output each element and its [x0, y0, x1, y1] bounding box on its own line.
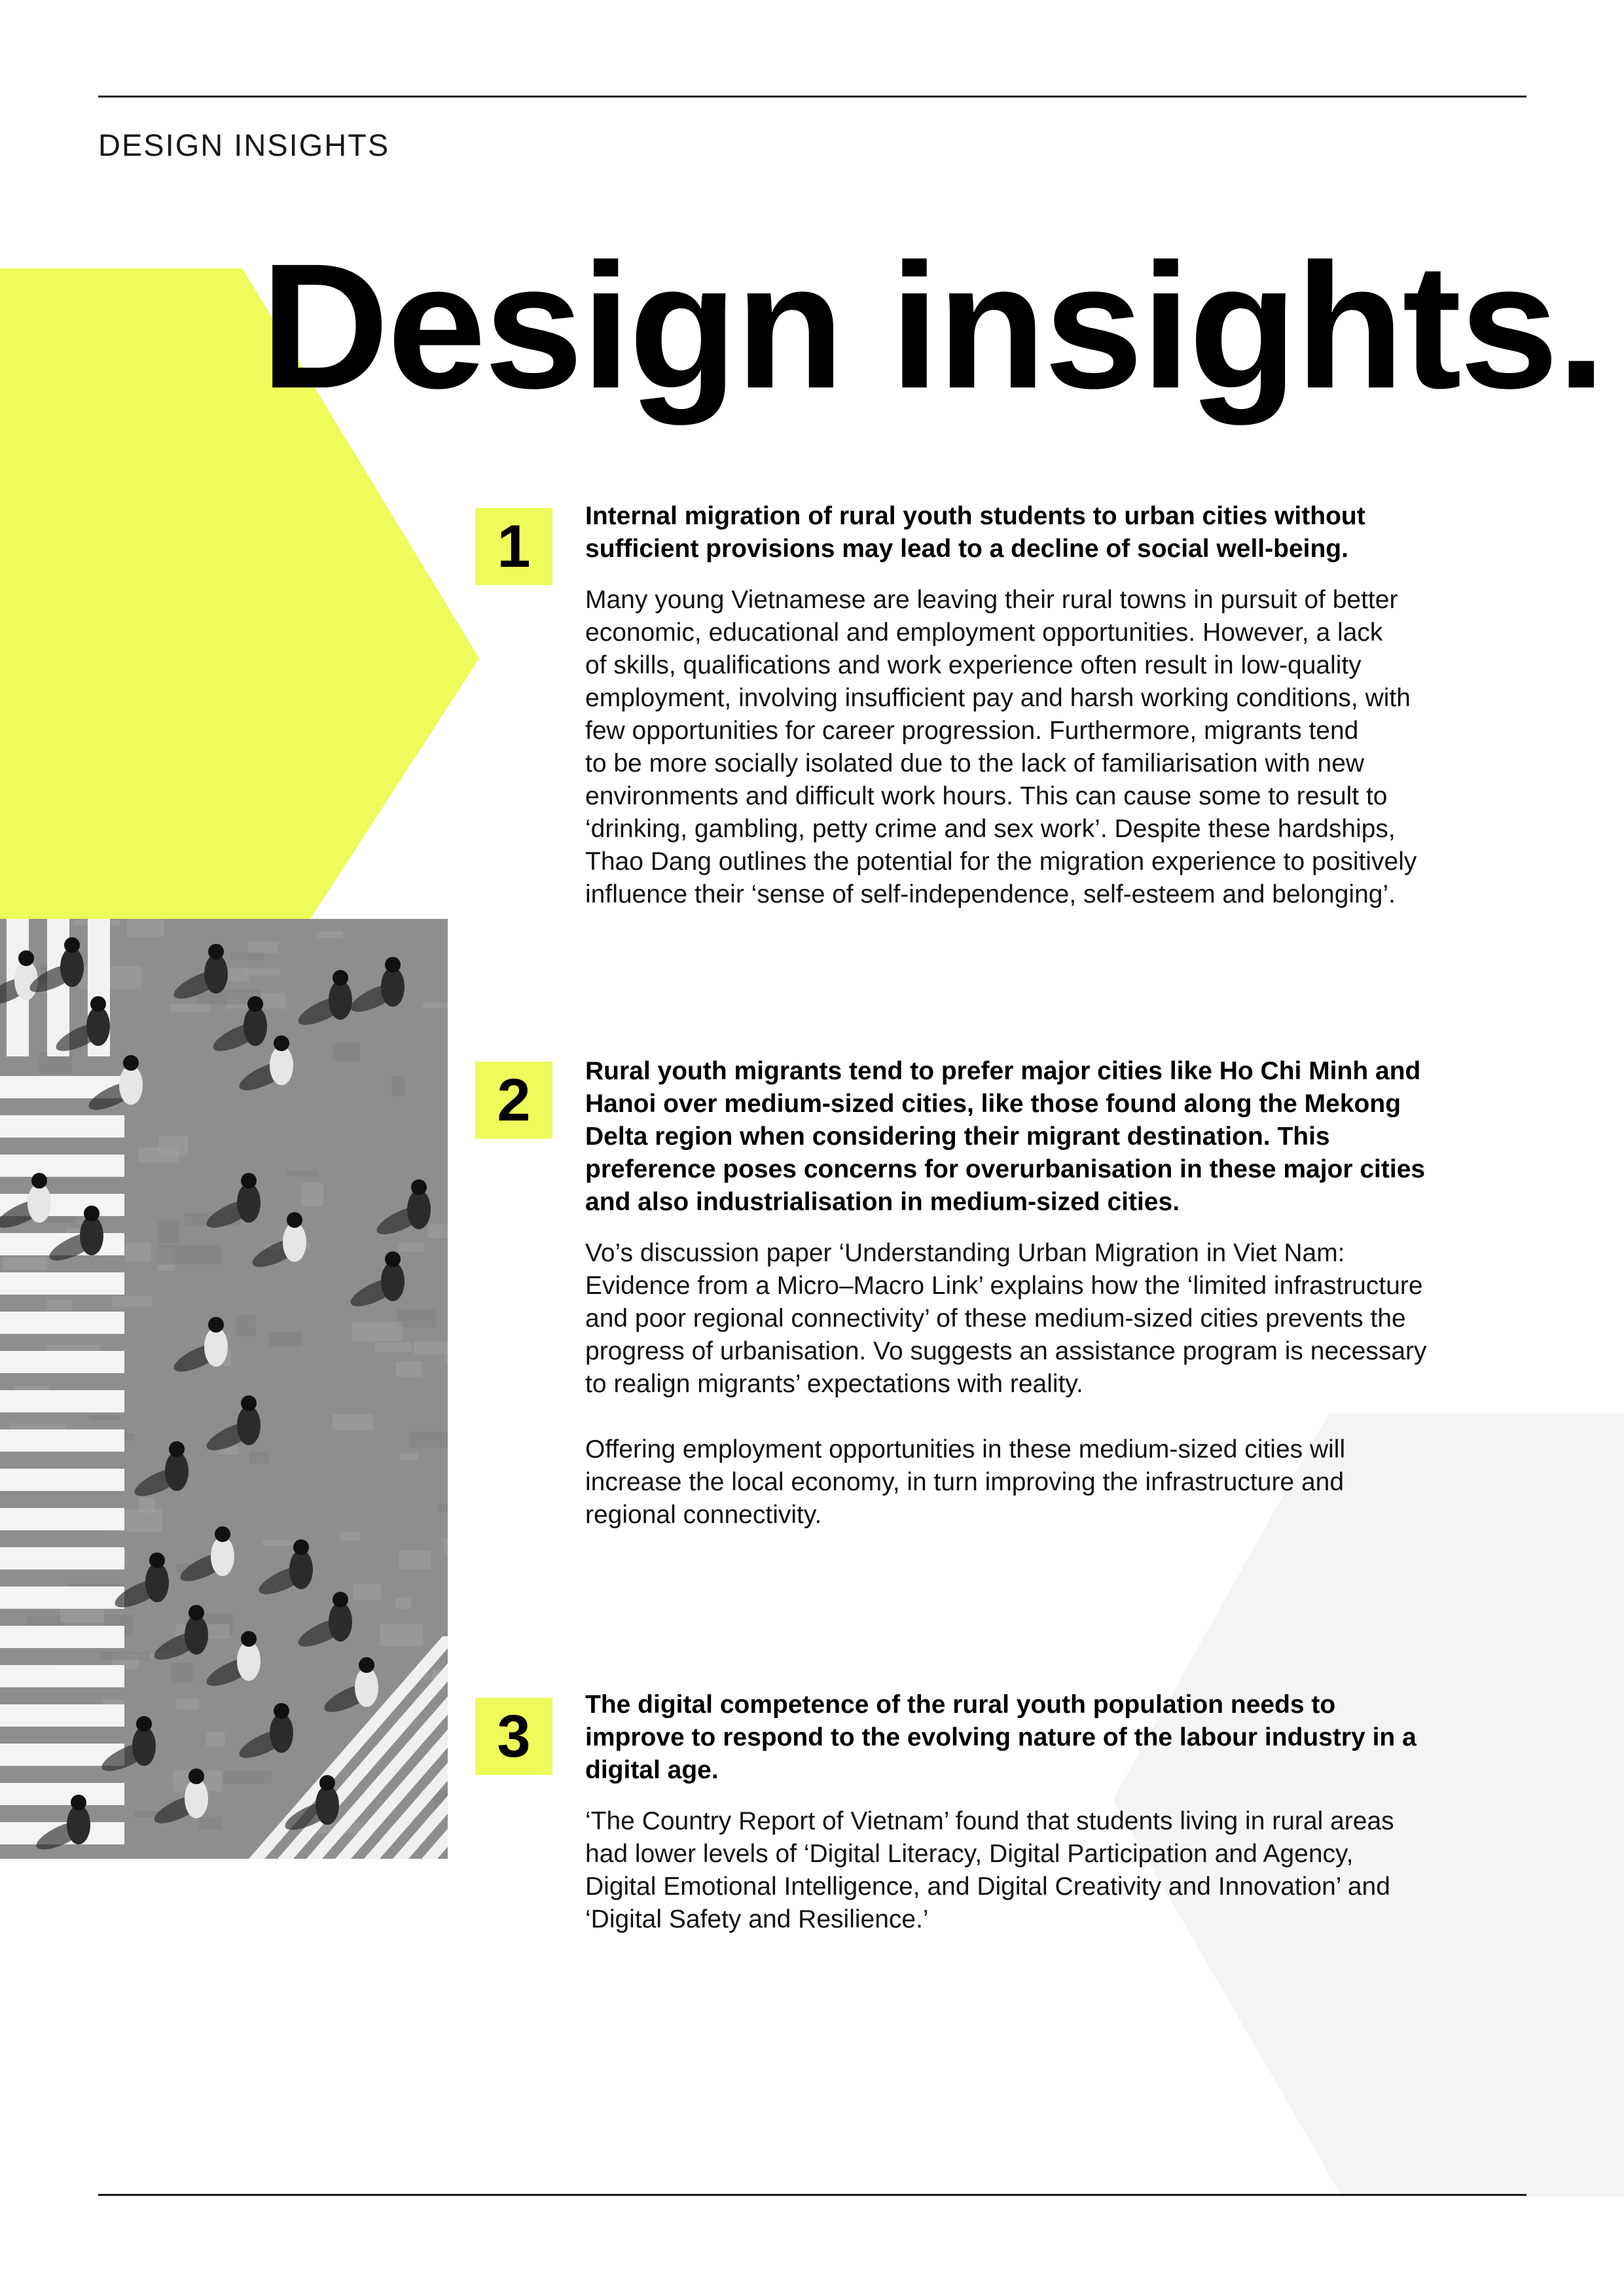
- crosswalk-crowd-photo: [0, 919, 448, 1859]
- pedestrian-body: [270, 1713, 293, 1753]
- pavement-texture: [3, 1257, 47, 1270]
- pavement-texture: [397, 1310, 436, 1327]
- insight-1: [585, 500, 1528, 911]
- pedestrian-head: [274, 1703, 289, 1719]
- pedestrian-head: [149, 1552, 165, 1568]
- pedestrian-head: [274, 1035, 289, 1051]
- pedestrian-head: [189, 1605, 204, 1621]
- pavement-texture: [269, 1332, 302, 1346]
- pedestrian-head: [287, 1212, 302, 1228]
- pedestrian-body: [132, 1727, 156, 1766]
- pavement-texture: [427, 1225, 448, 1238]
- insight-number-badge: 2: [475, 1062, 552, 1139]
- pavement-texture: [125, 1243, 151, 1261]
- pavement-texture: [443, 1538, 448, 1555]
- pavement-texture: [438, 1504, 448, 1513]
- pavement-texture: [127, 919, 164, 937]
- pedestrian-body: [316, 1785, 339, 1825]
- pavement-texture: [333, 1043, 360, 1062]
- pavement-texture: [317, 931, 343, 938]
- pedestrian-body: [381, 967, 405, 1007]
- pedestrian-head: [411, 1179, 427, 1195]
- pavement-texture: [395, 1598, 411, 1609]
- pavement-texture: [199, 1817, 222, 1829]
- pavement-texture: [90, 1415, 119, 1420]
- pedestrian-body: [145, 1563, 169, 1602]
- crosswalk-stripe: [0, 1587, 124, 1609]
- pedestrian-head: [136, 1716, 152, 1732]
- pavement-texture: [248, 942, 278, 953]
- pedestrian-body: [60, 948, 84, 987]
- pavement-texture: [410, 1431, 448, 1448]
- pavement-texture: [101, 1652, 150, 1660]
- pedestrian-body: [355, 1668, 378, 1707]
- pedestrian-head: [84, 1206, 99, 1221]
- pedestrian-head: [31, 1173, 47, 1189]
- pavement-texture: [223, 1771, 272, 1784]
- pedestrian-head: [189, 1768, 204, 1784]
- insight-number-badge: 1: [475, 508, 552, 585]
- pavement-texture: [230, 952, 264, 960]
- pavement-texture: [138, 1147, 179, 1162]
- crosswalk-stripe: [0, 1547, 124, 1570]
- pavement-texture: [112, 1297, 152, 1307]
- section-label: DESIGN INSIGHTS: [98, 128, 390, 162]
- pedestrian-body: [27, 1183, 51, 1223]
- insight-paragraph: ‘The Country Report of Vietnam’ found that students living in rural areas had lower levels of ‘Digital Literacy, Digital Participation and Agency, Digital Emotional Intelligence, and Digital Creativity and Innovation’ and ‘Digital Safety and Resilience.’: [585, 1807, 1394, 1933]
- insight-number-badge: 3: [475, 1698, 552, 1775]
- insight-heading: Internal migration of rural youth students to urban cities without sufficient provisions may lead to a decline of social well-being.: [585, 502, 1365, 563]
- pavement-texture: [103, 1700, 124, 1704]
- pavement-texture: [353, 1584, 381, 1600]
- pedestrian-body: [244, 1007, 267, 1046]
- insight-paragraph: Many young Vietnamese are leaving their rural towns in pursuit of better economic, educational and employment opportunities. However, a lack of skills, qualifications and work experience often result in low-quality employment, involving insufficient pay and harsh working conditions, with few opportunities for career progression. Furthermore, migrants tend to be more socially isolated due to the lack of familiarisation with new environments and difficult work hours. This can cause some to result to ‘drinking, gambling, petty crime and sex work’. Despite these hardships, Thao Dang outlines the potential for the migration experience to positively influence their ‘sense of self-independence, self-esteem and belonging’.: [585, 586, 1417, 908]
- pedestrian-body: [283, 1223, 306, 1262]
- insight-3: [585, 1689, 1528, 1936]
- pedestrian-head: [215, 1526, 230, 1542]
- insight-2: [585, 1055, 1528, 1532]
- pedestrian-head: [241, 1395, 257, 1411]
- pedestrian-head: [169, 1441, 185, 1457]
- pedestrian-head: [333, 970, 348, 986]
- insight-paragraph: Vo’s discussion paper ‘Understanding Urban Migration in Viet Nam: Evidence from a Micro–Macro Link’ explains how the ‘limited infrastructure and poor regional connectivity’ of these medium-sized cities prevents the progress of urbanisation. Vo suggests an assistance program is necessary to realign migrants’ expectations with reality.: [585, 1239, 1427, 1398]
- insight-heading: Rural youth migrants tend to prefer major cities like Ho Chi Minh and Hanoi over medium-sized cities, like those found along the Mekong Delta region when considering their migrant destination. This preference poses concerns for overurbanisation in these major cities and also industrialisation in medium-sized cities.: [585, 1057, 1426, 1216]
- pedestrian-head: [385, 1251, 401, 1267]
- pedestrian-head: [319, 1775, 335, 1791]
- pavement-texture: [375, 1342, 411, 1352]
- pedestrian-body: [185, 1779, 208, 1818]
- pedestrian-head: [123, 1055, 139, 1071]
- pedestrian-body: [237, 1183, 261, 1223]
- pavement-texture: [242, 969, 280, 976]
- pavement-texture: [158, 1245, 222, 1265]
- pedestrian-body: [119, 1066, 143, 1105]
- pavement-texture: [422, 1003, 448, 1008]
- crosswalk-stripe: [0, 1429, 124, 1452]
- pedestrian-head: [247, 996, 263, 1012]
- crosswalk-stripe: [0, 1469, 124, 1491]
- pavement-texture: [206, 1732, 225, 1746]
- crosswalk-stripe: [0, 1115, 124, 1138]
- pavement-texture: [401, 1453, 418, 1460]
- pavement-texture: [398, 1243, 424, 1251]
- pedestrian-body: [270, 1046, 293, 1085]
- pedestrian-head: [71, 1795, 86, 1810]
- pavement-texture: [47, 1299, 72, 1311]
- pedestrian-body: [185, 1615, 208, 1655]
- pedestrian-body: [165, 1452, 189, 1491]
- pedestrian-body: [237, 1641, 261, 1681]
- crosswalk-stripe: [0, 1783, 124, 1805]
- crosswalk-stripe: [0, 1626, 124, 1648]
- pavement-texture: [46, 1345, 99, 1350]
- crosswalk-stripe: [0, 1272, 124, 1295]
- pedestrian-head: [241, 1631, 257, 1647]
- pedestrian-head: [333, 1592, 348, 1607]
- pedestrian-head: [18, 950, 34, 966]
- pedestrian-body: [381, 1262, 405, 1301]
- pavement-texture: [139, 1498, 155, 1514]
- pedestrian-body: [211, 1537, 234, 1576]
- pedestrian-head: [208, 944, 224, 960]
- pedestrian-body: [329, 980, 352, 1020]
- pavement-texture: [286, 1171, 318, 1176]
- pavement-texture: [301, 1183, 323, 1206]
- page-title: Design insights.: [261, 226, 1604, 425]
- pavement-texture: [158, 1221, 179, 1243]
- pavement-texture: [340, 1532, 360, 1541]
- pavement-texture: [380, 1624, 423, 1646]
- crosswalk-stripe: [0, 1390, 124, 1412]
- pavement-texture: [352, 1322, 402, 1341]
- pavement-texture: [177, 1699, 199, 1710]
- pedestrian-head: [208, 1317, 224, 1333]
- pavement-texture: [236, 1315, 256, 1336]
- pedestrian-body: [237, 1406, 261, 1445]
- pavement-texture: [171, 1662, 194, 1682]
- pedestrian-head: [241, 1173, 257, 1189]
- crosswalk-stripe: [0, 1312, 124, 1334]
- pavement-texture: [399, 1551, 431, 1569]
- pedestrian-body: [80, 1216, 103, 1255]
- pedestrian-head: [293, 1539, 309, 1555]
- insight-paragraph: Offering employment opportunities in these medium-sized cities will increase the local economy, in turn improving the infrastructure and regional connectivity.: [585, 1435, 1346, 1529]
- pavement-texture: [249, 1452, 269, 1463]
- pedestrian-body: [329, 1602, 352, 1641]
- insight-heading: The digital competence of the rural youth population needs to improve to respond to the evolving nature of the labour industry in a digital age.: [585, 1691, 1416, 1784]
- pedestrian-head: [385, 957, 401, 973]
- pavement-texture: [391, 1076, 405, 1096]
- pedestrian-body: [204, 1327, 228, 1367]
- pavement-texture: [333, 1414, 373, 1430]
- pavement-texture: [170, 1004, 211, 1013]
- crosswalk-stripe: [0, 1665, 124, 1687]
- pedestrian-body: [204, 954, 228, 994]
- crosswalk-stripe: [0, 1704, 124, 1727]
- bottom-rule: [98, 2194, 1526, 2196]
- top-rule: [98, 96, 1526, 98]
- pavement-texture: [414, 1342, 448, 1354]
- pedestrian-head: [90, 996, 106, 1012]
- pavement-texture: [396, 1361, 422, 1377]
- crosswalk-stripe: [0, 1155, 124, 1177]
- pedestrian-body: [67, 1805, 90, 1844]
- pedestrian-head: [64, 937, 80, 953]
- pedestrian-body: [407, 1190, 431, 1229]
- crosswalk-stripe: [0, 1508, 124, 1530]
- crosswalk-stripe: [0, 1351, 124, 1373]
- pedestrian-body: [86, 1007, 110, 1046]
- pedestrian-body: [289, 1550, 313, 1589]
- pedestrian-head: [359, 1657, 374, 1673]
